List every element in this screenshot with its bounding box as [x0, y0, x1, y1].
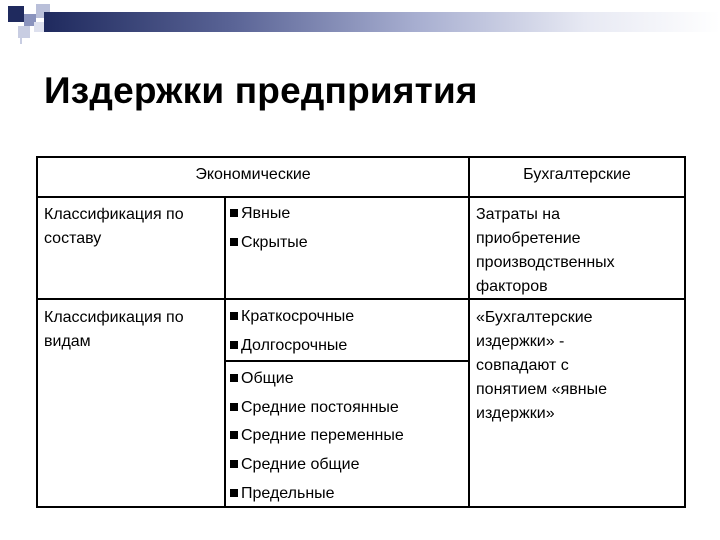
decor-gradient-band: [44, 12, 720, 32]
table-divider: [468, 158, 470, 506]
bullet-square-icon: [230, 238, 238, 246]
bullet-square-icon: [230, 209, 238, 217]
bullet-square-icon: [230, 312, 238, 320]
costs-table: [36, 156, 686, 508]
row1-label: Классификация по составу: [44, 206, 184, 247]
decor-square: [8, 6, 24, 22]
table-divider: [224, 360, 470, 362]
list-item: Общие: [230, 367, 294, 391]
decor-square: [34, 22, 44, 32]
list-item: Долгосрочные: [230, 334, 347, 358]
decor-line: [20, 34, 22, 44]
header-economic: Экономические: [195, 166, 311, 183]
bullet-square-icon: [230, 431, 238, 439]
header-accounting: Бухгалтерские: [523, 166, 631, 183]
list-item: Средние постоянные: [230, 396, 399, 420]
list-item: Явные: [230, 202, 290, 226]
list-item: Краткосрочные: [230, 305, 354, 329]
bullet-square-icon: [230, 341, 238, 349]
row1-accounting: Затраты на приобретение производственных факторов: [476, 206, 615, 295]
decorative-header: [0, 0, 720, 44]
page-title: Издержки предприятия: [44, 70, 478, 111]
list-item: Скрытые: [230, 231, 308, 255]
table-divider: [224, 198, 226, 506]
list-item: Средние переменные: [230, 424, 404, 448]
list-item: Предельные: [230, 482, 335, 506]
table-divider: [38, 196, 684, 198]
bullet-square-icon: [230, 403, 238, 411]
row2-accounting: «Бухгалтерские издержки» - совпадают с понятием «явные издержки»: [476, 309, 607, 422]
bullet-square-icon: [230, 374, 238, 382]
bullet-square-icon: [230, 489, 238, 497]
bullet-square-icon: [230, 460, 238, 468]
list-item: Средние общие: [230, 453, 360, 477]
row2-label: Классификация по видам: [44, 309, 184, 350]
